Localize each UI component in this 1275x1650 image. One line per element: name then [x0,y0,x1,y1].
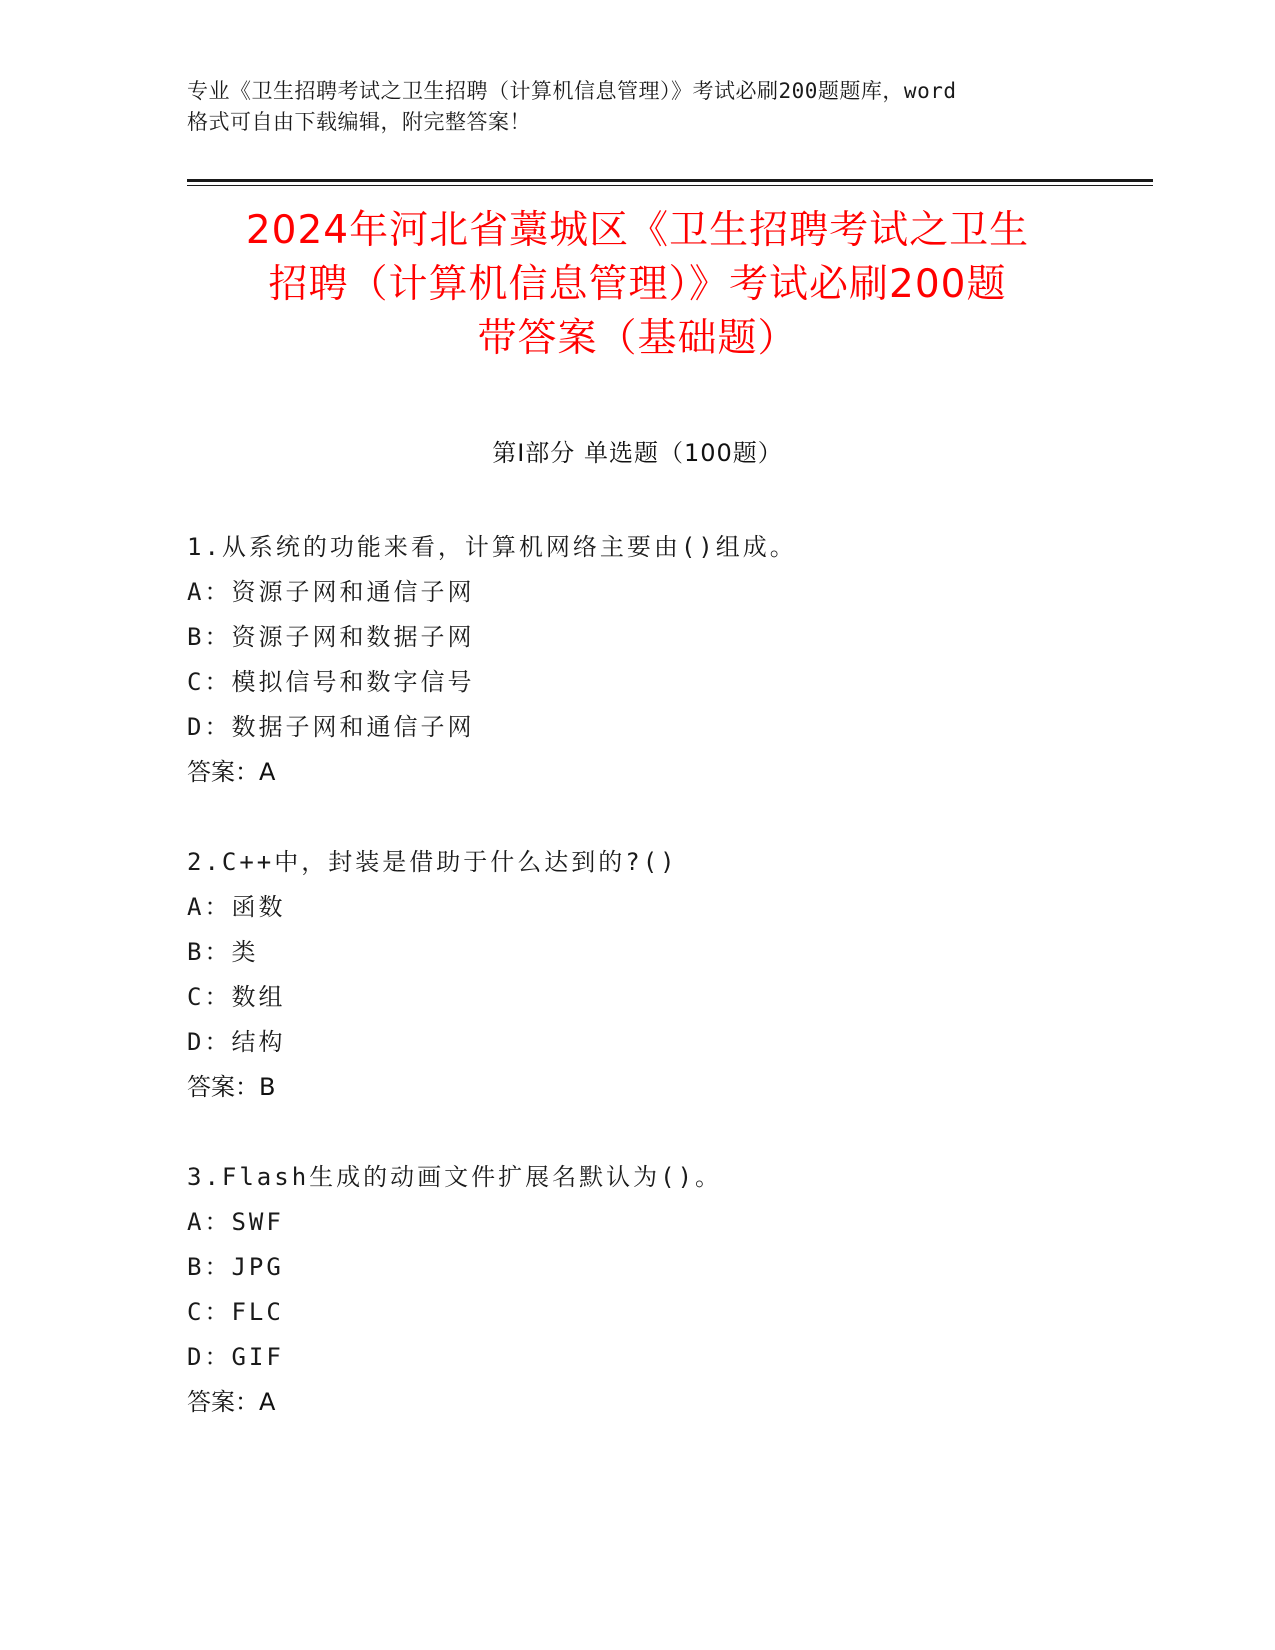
question-2 [187,840,1137,1110]
question-3 [187,1155,1137,1425]
header-divider-thin [187,185,1153,186]
answer: 答案：A [187,758,276,786]
option-b: B：JPG [187,1253,284,1281]
option-d: D：结构 [187,1028,286,1056]
option-c: C：模拟信号和数字信号 [187,668,475,696]
option-c: C：数组 [187,983,286,1011]
option-b: B：类 [187,938,259,966]
option-d: D：GIF [187,1343,284,1371]
option-d: D：数据子网和通信子网 [187,713,475,741]
option-a: A：函数 [187,893,286,921]
question-list [187,525,1137,1470]
header-note-line-1: 专业《卫生招聘考试之卫生招聘（计算机信息管理）》考试必刷200题题库，word [187,79,957,103]
title-line-1: 2024年河北省藁城区《卫生招聘考试之卫生 [245,208,1030,253]
document-title [150,204,1125,366]
title-line-2: 招聘（计算机信息管理）》考试必刷200题 [268,262,1007,307]
header-divider-thick [187,179,1153,182]
answer: 答案：A [187,1388,276,1416]
option-a: A：资源子网和通信子网 [187,578,475,606]
section-heading: 第Ⅰ部分 单选题（100题） [492,439,783,467]
header-note-line-2: 格式可自由下载编辑，附完整答案！ [187,110,531,134]
option-b: B：资源子网和数据子网 [187,623,475,651]
question-stem: 2.C++中，封装是借助于什么达到的?() [187,848,678,876]
question-stem: 3.Flash生成的动画文件扩展名默认为()。 [187,1163,723,1191]
question-stem: 1.从系统的功能来看，计算机网络主要由()组成。 [187,533,797,561]
option-a: A：SWF [187,1208,284,1236]
answer: 答案：B [187,1073,276,1101]
question-1 [187,525,1137,795]
option-c: C：FLC [187,1298,284,1326]
title-line-3: 带答案（基础题） [477,316,798,361]
header-note [187,76,1087,138]
